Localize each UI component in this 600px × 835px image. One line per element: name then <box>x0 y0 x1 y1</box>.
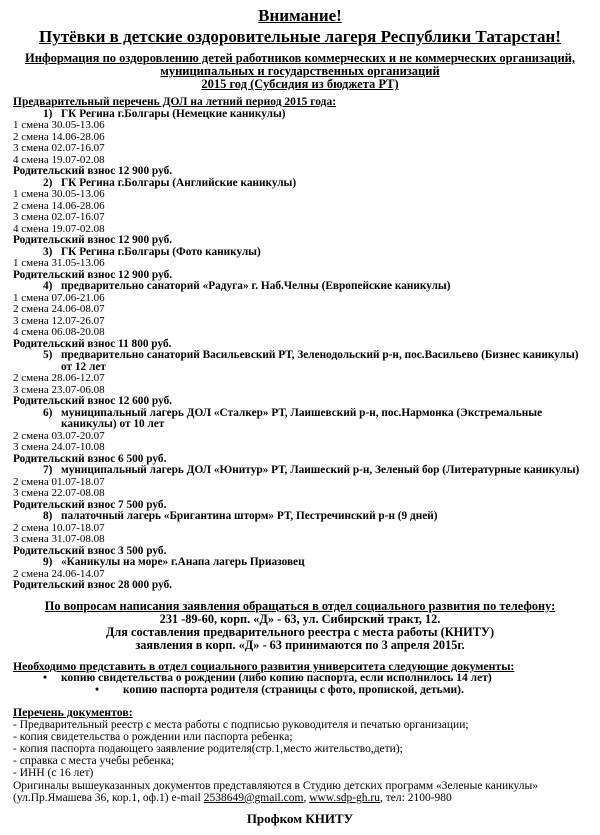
camp-item <box>13 511 587 557</box>
documents-list <box>13 719 587 780</box>
required-documents-header: Необходимо представить в отдел социального развития университета следующие документы: <box>13 658 515 673</box>
session-line: 1 смена 30.05-13.06 <box>13 188 105 201</box>
camp-sessions <box>13 258 587 270</box>
session-line: 3 смена 24.07-10.08 <box>13 441 105 454</box>
camp-number: 3) <box>43 245 53 258</box>
session-line: 4 смена 06.08-20.08 <box>13 326 105 339</box>
camp-number: 9) <box>43 556 53 569</box>
camp-item <box>13 350 587 408</box>
camp-number: 4) <box>43 280 53 293</box>
camp-fee: Родительский взнос 11 800 руб. <box>13 337 172 350</box>
camp-sessions <box>13 431 587 454</box>
camp-name: предварительно санаторий Васильевский РТ, Зеленодольский р-н, пос.Васильево (Бизнес каникулы) от 12 лет <box>61 349 579 373</box>
camp-number: 7) <box>43 464 53 477</box>
session-line: 3 смена 22.07-08.08 <box>13 487 105 500</box>
separator-text: , <box>303 791 310 804</box>
camp-list <box>13 109 587 592</box>
camp-fee: Родительский взнос 3 500 руб. <box>13 544 167 557</box>
camp-item <box>13 557 587 592</box>
bullet-icon: • <box>95 684 100 697</box>
subtitle-line: 2015 год (Субсидия из бюджета РТ) <box>201 77 399 92</box>
document-list-item: - копия свидетельства о рождении или паспорта ребенка; <box>13 730 293 743</box>
camp-sessions <box>13 523 587 546</box>
camp-name: ГК Регина г.Болгары (Немецкие каникулы) <box>61 107 286 120</box>
camp-name: муниципальный лагерь ДОЛ «Сталкер» РТ, Лаишевский р-н, пос.Нармонка (Экстремальные каникулы) от 10 лет <box>61 406 543 431</box>
document-list-item: - Предварительный реестр с места работы с подписью руководителя и печатью организации; <box>13 718 469 731</box>
camp-number: 6) <box>43 406 53 419</box>
camp-number: 1) <box>43 107 53 120</box>
session-line: 2 смена 03.07-20.07 <box>13 429 105 442</box>
camp-title <box>13 465 587 477</box>
session-line: 2 смена 14.06-28.06 <box>13 130 105 143</box>
camp-title <box>13 557 587 569</box>
camp-name: ГК Регина г.Болгары (Фото каникулы) <box>61 245 261 258</box>
session-line: 4 смена 19.07-02.08 <box>13 153 105 166</box>
page-title: Внимание! <box>258 6 342 25</box>
camp-fee: Родительский взнос 12 900 руб. <box>13 234 173 247</box>
camp-title <box>13 350 587 373</box>
info-subtitle-block <box>13 52 587 92</box>
camp-name: муниципальный лагерь ДОЛ «Юнитур» РТ, Лаишеский р-н, Зеленый бор (Литературные каникулы) <box>61 464 580 477</box>
required-documents-block <box>13 660 587 697</box>
session-line: 4 смена 19.07-02.08 <box>13 222 105 235</box>
camp-title <box>13 281 587 293</box>
required-doc-text: копию паспорта родителя (страницы с фото, пропиской, детьми). <box>123 684 464 697</box>
camp-item <box>13 465 587 511</box>
camp-fee: Родительский взнос 7 500 руб. <box>13 498 167 511</box>
camp-title <box>13 511 587 523</box>
camp-item <box>13 109 587 178</box>
camp-sessions <box>13 293 587 339</box>
phone-text: , тел: 2100-980 <box>380 791 452 804</box>
documents-list-header: Перечень документов: <box>13 705 133 720</box>
camp-fee: Родительский взнос 12 600 руб. <box>13 395 173 408</box>
document-list-item: - копия паспорта подающего заявление родителя(стр.1,место жительство,дети); <box>13 743 403 756</box>
session-line: 2 смена 24.06-14.07 <box>13 567 105 580</box>
website-link[interactable]: www.sdp-gh.ru <box>309 791 380 804</box>
originals-text: Оригиналы вышеуказанных документов представляются в Студию детских программ «Зеленые каникулы» (ул.Пр.Ямашева 36, кор.1, оф.1) e-mail <box>13 779 539 804</box>
session-line: 1 смена 31.05-13.06 <box>13 257 105 270</box>
session-line: 2 смена 24.06-08.07 <box>13 303 105 316</box>
camp-number: 8) <box>43 510 53 523</box>
camp-list-header: Предварительный перечень ДОЛ на летний период 2015 года: <box>13 95 337 108</box>
page-subtitle-main: Путёвки в детские оздоровительные лагеря Республики Татарстан! <box>39 27 561 46</box>
camp-number: 2) <box>43 176 53 189</box>
contact-block <box>13 600 587 652</box>
contact-address-line: 231 -89-60, корп. «Д» - 63, ул. Сибирский тракт, 12. <box>159 611 441 626</box>
document-list-item: - справка с места учебы ребенка; <box>13 755 175 768</box>
documents-list-block <box>13 706 587 804</box>
session-line: 1 смена 07.06-21.06 <box>13 291 105 304</box>
camp-fee: Родительский взнос 28 000 руб. <box>13 579 173 592</box>
session-line: 2 смена 10.07-18.07 <box>13 521 105 534</box>
subtitle-line: Информация по оздоровлению детей работников коммерческих и не коммерческих организаций, <box>25 51 575 65</box>
camp-sessions <box>13 477 587 500</box>
camp-item <box>13 247 587 282</box>
camp-name: палаточный лагерь «Бригантина шторм» РТ, Пестречинский р-н (9 дней) <box>61 510 438 523</box>
originals-paragraph <box>13 780 587 804</box>
list-item <box>13 684 587 696</box>
session-line: 3 смена 23.07-06.08 <box>13 383 105 396</box>
camp-sessions <box>13 120 587 166</box>
required-doc-text: копию свидетельства о рождении (либо копию паспорта, если исполнилось 14 лет) <box>61 672 492 685</box>
camp-sessions <box>13 189 587 235</box>
session-line: 3 смена 12.07-26.07 <box>13 314 105 327</box>
camp-title <box>13 408 587 431</box>
session-line: 2 смена 01.07-18.07 <box>13 475 105 488</box>
camp-fee: Родительский взнос 6 500 руб. <box>13 452 167 465</box>
session-line: 3 смена 02.07-16.07 <box>13 142 105 155</box>
camp-name: «Каникулы на море» г.Анапа лагерь Приазовец <box>61 556 305 569</box>
camp-fee: Родительский взнос 12 900 руб. <box>13 165 173 178</box>
camp-name: предварительно санаторий «Радуга» г. Наб.Челны (Европейские каникулы) <box>61 280 451 293</box>
session-line: 2 смена 14.06-28.06 <box>13 199 105 212</box>
email-link[interactable]: 2538649@gmail.com <box>203 791 304 804</box>
document-list-item: - ИНН (с 16 лет) <box>13 767 94 780</box>
contact-deadline-line: заявления в корп. «Д» - 63 принимаются по 3 апреля 2015г. <box>135 637 465 652</box>
session-line: 2 смена 28.06-12.07 <box>13 372 105 385</box>
signature: Профком КНИТУ <box>246 811 354 827</box>
contact-registry-line: Для составления предварительного реестра с места работы (КНИТУ) <box>105 624 495 639</box>
list-item <box>13 672 587 684</box>
camp-name: ГК Регина г.Болгары (Английские каникулы) <box>61 176 297 189</box>
camp-sessions <box>13 373 587 396</box>
contact-header: По вопросам написания заявления обращаться в отдел социального развития по телефону: <box>44 598 556 613</box>
camp-fee: Родительский взнос 12 900 руб. <box>13 268 173 281</box>
session-line: 3 смена 02.07-16.07 <box>13 211 105 224</box>
camp-number: 5) <box>43 349 53 362</box>
bullet-icon: • <box>43 672 48 685</box>
session-line: 1 смена 30.05-13.06 <box>13 119 105 132</box>
camp-item <box>13 408 587 466</box>
subtitle-line: муниципальных и государственных организаций <box>160 64 440 79</box>
camp-item <box>13 178 587 247</box>
session-line: 3 смена 31.07-08.08 <box>13 533 105 546</box>
camp-item <box>13 281 587 350</box>
